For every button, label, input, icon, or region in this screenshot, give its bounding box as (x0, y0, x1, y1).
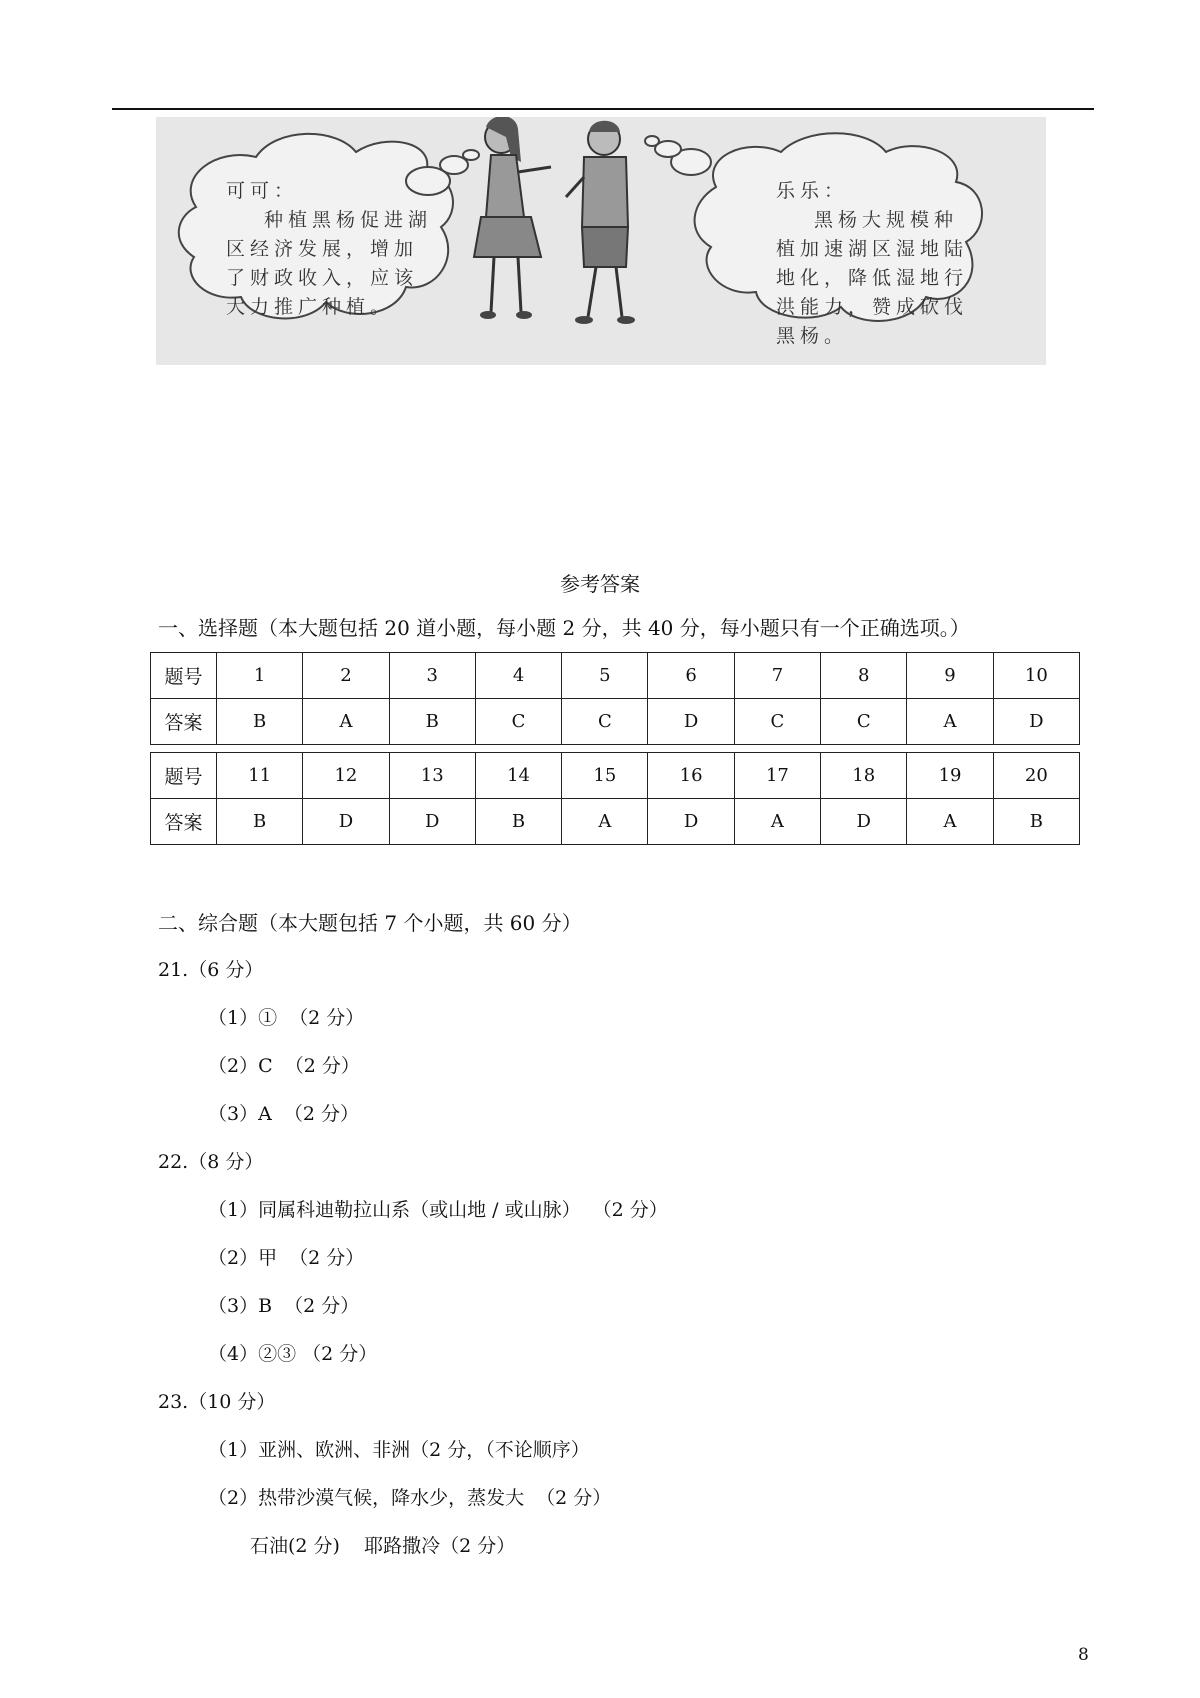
question-number: 4 (475, 653, 561, 699)
q21-title: 21.（6 分） (158, 959, 264, 981)
answer-cell: C (562, 699, 648, 745)
row-label-answer: 答案 (151, 699, 217, 745)
answer-cell: D (389, 799, 475, 845)
q22-answer-2: （2）甲 （2 分） (208, 1247, 365, 1269)
cartoon-illustration (156, 117, 1046, 365)
left-bubble-speaker: 可可： (226, 180, 299, 202)
row-label-number: 题号 (151, 653, 217, 699)
answer-cell: D (993, 699, 1079, 745)
q21-answer-2: （2）C （2 分） (208, 1055, 360, 1077)
page-number: 8 (1078, 1645, 1089, 1665)
right-bubble-text (776, 177, 976, 351)
answer-cell: A (734, 799, 820, 845)
question-number: 16 (648, 753, 734, 799)
left-bubble-body: 种植黑杨促进湖区经济发展，增加了财政收入，应该大力推广种植。 (226, 209, 433, 318)
question-number: 2 (303, 653, 389, 699)
right-bubble-speaker: 乐乐： (776, 180, 849, 202)
section2-heading: 二、综合题（本大题包括 7 个小题，共 60 分） (158, 911, 582, 935)
left-bubble-text (226, 177, 436, 322)
question-number: 11 (217, 753, 303, 799)
question-number: 13 (389, 753, 475, 799)
question-number: 17 (734, 753, 820, 799)
answer-cell: C (475, 699, 561, 745)
answer-cell: B (475, 799, 561, 845)
answer-cell: B (389, 699, 475, 745)
question-number: 3 (389, 653, 475, 699)
q23-answer-extra: 石油(2 分) 耶路撒冷（2 分） (250, 1535, 516, 1557)
answer-cell: A (907, 699, 993, 745)
q22-answer-3: （3）B （2 分） (208, 1295, 360, 1317)
row-label-number: 题号 (151, 753, 217, 799)
header-rule (112, 108, 1094, 110)
answer-cell: B (993, 799, 1079, 845)
answer-cell: C (734, 699, 820, 745)
answer-table-1 (150, 652, 1080, 745)
section1-heading: 一、选择题（本大题包括 20 道小题，每小题 2 分，共 40 分，每小题只有一个正确选项。） (158, 616, 970, 640)
q23-answer-1: （1）亚洲、欧洲、非洲（2 分，（不论顺序） (208, 1439, 590, 1461)
table-row (151, 799, 1080, 845)
question-number: 12 (303, 753, 389, 799)
answer-cell: B (217, 799, 303, 845)
question-number: 15 (562, 753, 648, 799)
q21-answer-3: （3）A （2 分） (208, 1103, 360, 1125)
answer-table-2 (150, 752, 1080, 845)
q21-answer-1: （1）① （2 分） (208, 1007, 365, 1029)
question-number: 18 (821, 753, 907, 799)
question-number: 1 (217, 653, 303, 699)
table-row (151, 699, 1080, 745)
answer-cell: C (821, 699, 907, 745)
question-number: 7 (734, 653, 820, 699)
q22-answer-4: （4）②③ （2 分） (208, 1343, 378, 1365)
answer-cell: D (821, 799, 907, 845)
question-number: 19 (907, 753, 993, 799)
answer-cell: D (648, 699, 734, 745)
question-number: 8 (821, 653, 907, 699)
question-number: 9 (907, 653, 993, 699)
table-row (151, 753, 1080, 799)
answer-cell: A (562, 799, 648, 845)
answer-cell: D (303, 799, 389, 845)
question-number: 6 (648, 653, 734, 699)
q23-title: 23.（10 分） (158, 1391, 276, 1413)
q22-answer-1: （1）同属科迪勒拉山系（或山地 / 或山脉） （2 分） (208, 1199, 668, 1221)
answers-title: 参考答案 (560, 572, 640, 596)
answer-cell: A (303, 699, 389, 745)
table-row (151, 653, 1080, 699)
question-number: 20 (993, 753, 1079, 799)
answer-cell: D (648, 799, 734, 845)
girl-figure (474, 117, 551, 319)
answer-cell: B (217, 699, 303, 745)
q23-answer-2: （2）热带沙漠气候，降水少，蒸发大 （2 分） (208, 1487, 612, 1509)
boy-figure (566, 121, 635, 324)
question-number: 10 (993, 653, 1079, 699)
row-label-answer: 答案 (151, 799, 217, 845)
question-number: 5 (562, 653, 648, 699)
right-bubble-body: 黑杨大规模种植加速湖区湿地陆地化，降低湿地行洪能力，赞成砍伐黑杨。 (776, 209, 969, 347)
answer-cell: A (907, 799, 993, 845)
question-number: 14 (475, 753, 561, 799)
q22-title: 22.（8 分） (158, 1151, 264, 1173)
